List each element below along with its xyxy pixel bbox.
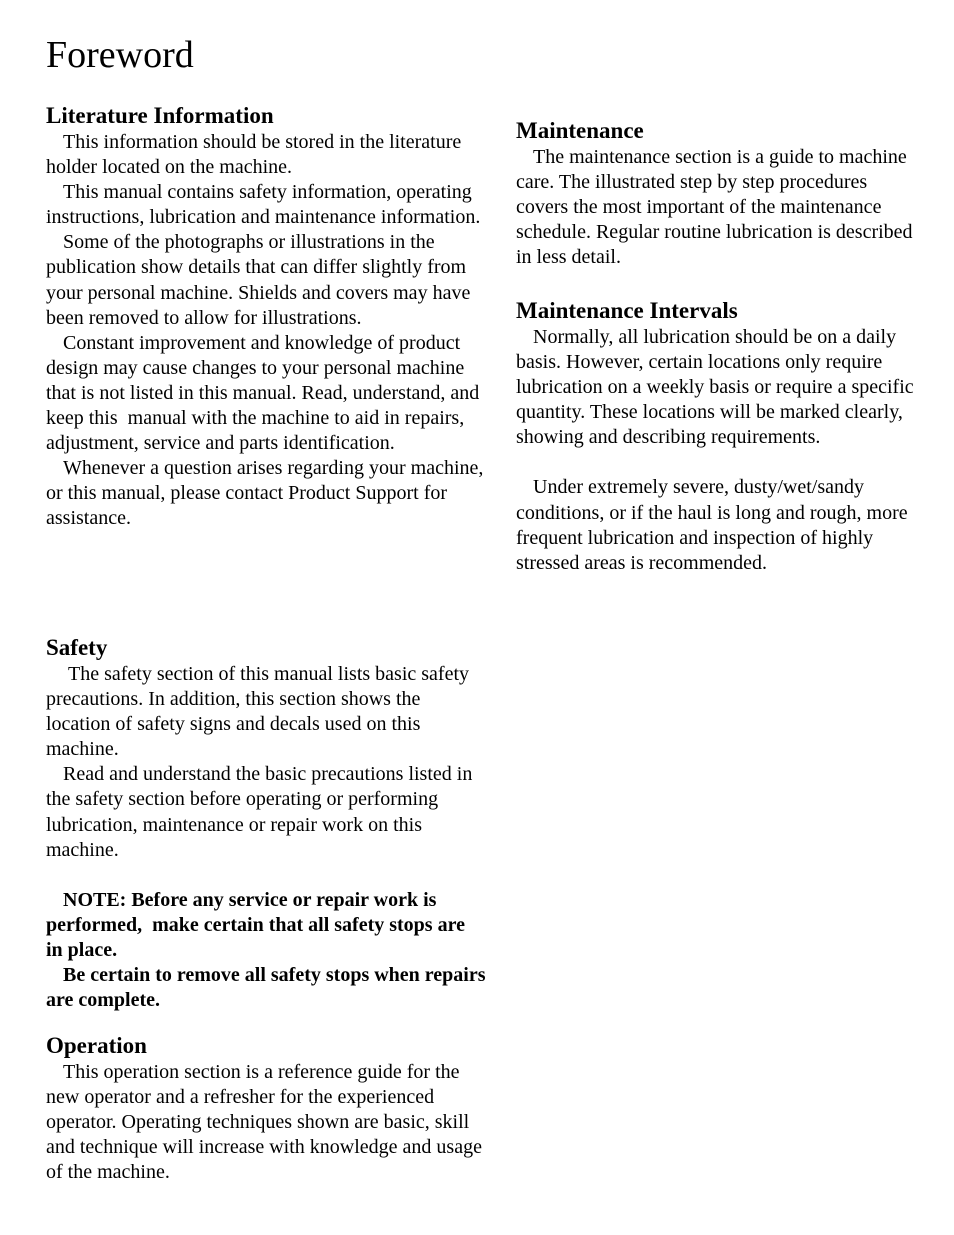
literature-paragraph-3: Some of the photographs or illustrations in the publication show details that can differ slightly from your personal machine. Shields and covers may have been removed to allow for illustrations. xyxy=(46,231,476,329)
literature-paragraph-2: This manual contains safety information, operating instructions, lubrication and maintenance information. xyxy=(46,181,481,229)
intervals-paragraph-1: Normally, all lubrication should be on a daily basis. However, certain locations only require lubrication on a weekly basis or require a specific quantity. These locations will be marked clearly, showing and describing requirements. xyxy=(516,326,919,449)
operation-paragraph-1: This operation section is a reference guide for the new operator and a refresher for the experienced operator. Operating techniques shown are basic, skill and technique will increase with knowledge and usage of the machine. xyxy=(46,1061,487,1184)
intervals-paragraph-2: Under extremely severe, dusty/wet/sandy conditions, or if the haul is long and rough, more frequent lubrication and inspection of highly stressed areas is recommended. xyxy=(516,476,918,574)
literature-paragraph-5: Whenever a question arises regarding your machine, or this manual, please contact Product Support for assistance. xyxy=(46,457,489,530)
literature-information-section xyxy=(46,102,489,532)
maintenance-intervals-section xyxy=(516,297,919,576)
operation-heading: Operation xyxy=(46,1033,147,1058)
maintenance-heading: Maintenance xyxy=(516,118,644,143)
literature-information-heading: Literature Information xyxy=(46,103,274,128)
maintenance-intervals-heading: Maintenance Intervals xyxy=(516,298,738,323)
maintenance-section xyxy=(516,117,916,270)
page-title: Foreword xyxy=(46,34,194,76)
operation-section xyxy=(46,1032,486,1185)
literature-paragraph-1: This information should be stored in the literature holder located on the machine. xyxy=(46,131,467,179)
safety-heading: Safety xyxy=(46,635,108,660)
safety-paragraph-2: Read and understand the basic precautions listed in the safety section before operating or performing lubrication, maintenance or repair work on this machine. xyxy=(46,763,478,861)
spacer xyxy=(46,863,486,888)
maintenance-paragraph-1: The maintenance section is a guide to machine care. The illustrated step by step procedures covers the most important of the maintenance schedule. Regular routine lubrication is described in less detail. xyxy=(516,146,918,269)
safety-section xyxy=(46,634,491,1013)
safety-note-1: NOTE: Before any service or repair work is performed, make certain that all safety stops are in place. xyxy=(46,888,470,961)
spacer xyxy=(516,450,916,475)
safety-note-2: Be certain to remove all safety stops when repairs are complete. xyxy=(46,964,491,1012)
literature-paragraph-4: Constant improvement and knowledge of product design may cause changes to your personal machine that is not listed in this manual. Read, understand, and keep this manual with the machine to aid in repairs, adjustment, service and parts identification. xyxy=(46,331,485,455)
safety-paragraph-1: The safety section of this manual lists basic safety precautions. In addition, this section shows the location of safety signs and decals used on this machine. xyxy=(46,663,480,761)
